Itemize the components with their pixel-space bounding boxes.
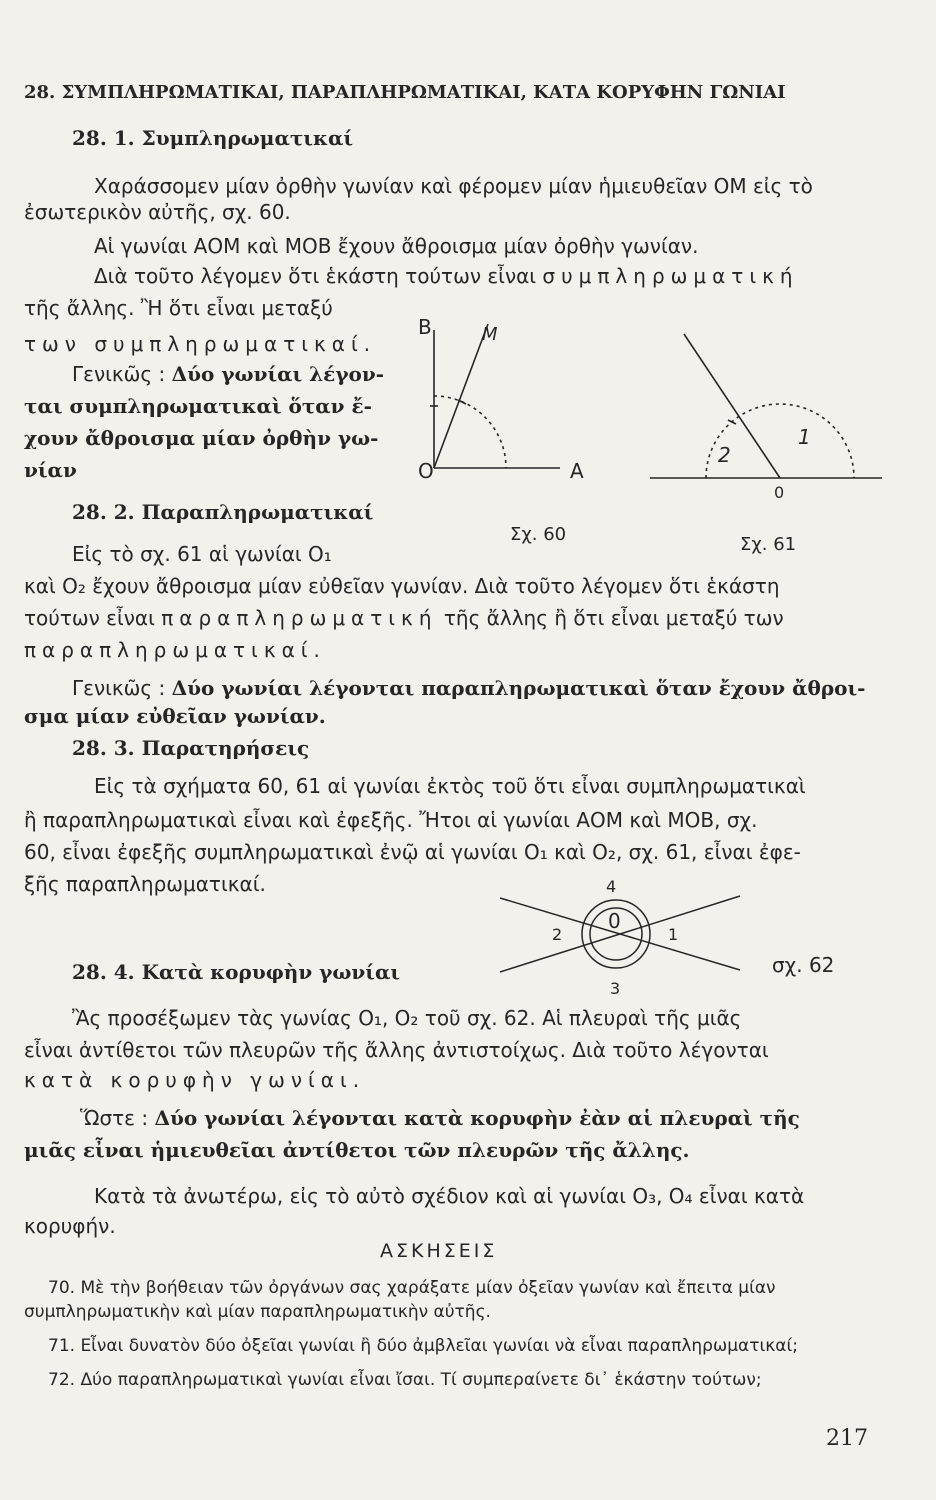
s4-line-5: κορυφήν. xyxy=(24,1214,116,1238)
fig60-arc xyxy=(434,396,506,468)
s3-line-4: ξῆς παραπληρωματικαί. xyxy=(24,872,266,896)
s3-line-3: 60, εἶναι ἐφεξῆς συμπληρωματικαὶ ἐνῷ αἱ γωνίαι Ο₁ καὶ Ο₂, σχ. 61, εἶναι ἐφε- xyxy=(24,840,801,864)
heading-28-3: 28. 3. Παρατηρήσεις xyxy=(72,736,310,760)
s1-general-2: ται συμπληρωματικαὶ ὅταν ἔ- xyxy=(24,394,372,418)
s3-line-2: ἢ παραπληρωματικαὶ εἶναι καὶ ἐφεξῆς. Ἤτοι αἱ γωνίαι ΑΟΜ καὶ ΜΟΒ, σχ. xyxy=(24,808,758,832)
s1-line-4-text: Διὰ τοῦτο λέγομεν ὅτι ἑκάστη τούτων εἶναι xyxy=(94,264,543,288)
term-supplementary: παραπληρωματική xyxy=(161,606,438,630)
s4-hence-1: Δύο γωνίαι λέγονται κατὰ κορυφὴν ἐὰν αἱ πλευραὶ τῆς xyxy=(154,1106,800,1130)
s1-line-2: ἐσωτερικὸν αὐτῆς, σχ. 60. xyxy=(24,200,291,224)
s2-general xyxy=(72,674,865,702)
s2-line-2: καὶ Ο₂ ἔχουν ἄθροισμα μίαν εὐθεῖαν γωνίαν. Διὰ τοῦτο λέγομεν ὅτι ἑκάστη xyxy=(24,574,780,598)
s2-line-1: Εἰς τὸ σχ. 61 αἱ γωνίαι Ο₁ xyxy=(72,542,332,566)
s4-line-2: εἶναι ἀντίθετοι τῶν πλευρῶν τῆς ἄλλης ἀντιστοίχως. Διὰ τοῦτο λέγονται xyxy=(24,1038,769,1062)
hence-label: Ὥστε : xyxy=(80,1106,149,1130)
s2-line-3-text: τούτων εἶναι xyxy=(24,606,162,630)
s3-line-1: Εἰς τὰ σχήματα 60, 61 αἱ γωνίαι ἐκτὸς τοῦ ὅτι εἶναι συμπληρωματικαὶ xyxy=(94,774,806,798)
general-label-2: Γενικῶς : xyxy=(72,676,166,700)
fig62-label-o: 0 xyxy=(608,909,621,933)
fig61-caption: Σχ. 61 xyxy=(740,534,797,555)
fig61-tick xyxy=(728,420,736,424)
fig60-label-a: A xyxy=(570,459,584,483)
figure-62 xyxy=(490,870,850,1000)
term-complementary: συμπληρωματική xyxy=(542,264,799,288)
s1-line-3: Αἱ γωνίαι ΑΟΜ καὶ ΜΟΒ ἔχουν ἄθροισμα μίαν ὀρθὴν γωνίαν. xyxy=(94,234,699,258)
s2-line-4: παραπληρωματικαί. xyxy=(24,638,326,662)
s2-line-3-rest: τῆς ἄλλης ἢ ὅτι εἶναι μεταξύ των xyxy=(437,606,784,630)
s1-line-1: Χαράσσομεν μίαν ὀρθὴν γωνίαν καὶ φέρομεν μίαν ἡμιευθεῖαν ΟΜ εἰς τὸ xyxy=(94,174,813,198)
s4-line-3: κατὰ κορυφὴν γωνίαι. xyxy=(24,1068,366,1092)
fig62-label-1: 1 xyxy=(668,925,679,944)
figure-60 xyxy=(410,310,610,550)
s4-line-1: Ἂς προσέξωμεν τὰς γωνίας Ο₁, Ο₂ τοῦ σχ. 62. Αἱ πλευραὶ τῆς μιᾶς xyxy=(72,1006,742,1030)
s1-line-5: τῆς ἄλλης. Ἢ ὅτι εἶναι μεταξύ xyxy=(24,296,333,320)
fig61-label-2: 2 xyxy=(718,443,731,467)
general-label: Γενικῶς : xyxy=(72,362,166,386)
fig61-label-1: 1 xyxy=(798,425,811,449)
s4-line-4: Κατὰ τὰ ἀνωτέρω, εἰς τὸ αὐτὸ σχέδιον καὶ αἱ γωνίαι Ο₃, Ο₄ εἶναι κατὰ xyxy=(94,1184,805,1208)
exercise-70-line-1: 70. Μὲ τὴν βοήθειαν τῶν ὀργάνων σας χαράξατε μίαν ὀξεῖαν γωνίαν καὶ ἔπειτα μίαν xyxy=(48,1278,776,1298)
s1-general-1: Δύο γωνίαι λέγον- xyxy=(171,362,385,386)
s1-general-3: χουν ἄθροισμα μίαν ὀρθὴν γω- xyxy=(24,426,379,450)
s2-general-2: σμα μίαν εὐθεῖαν γωνίαν. xyxy=(24,704,326,728)
heading-28-4: 28. 4. Κατὰ κορυφὴν γωνίαι xyxy=(72,960,401,984)
exercises-heading: ΑΣΚΗΣΕΙΣ xyxy=(380,1240,498,1262)
fig60-label-m: M xyxy=(482,324,498,345)
s1-line-4 xyxy=(94,262,799,290)
fig60-label-b: B xyxy=(418,315,432,339)
s1-general xyxy=(72,360,384,388)
fig62-line-2 xyxy=(500,896,740,972)
fig61-label-o: 0 xyxy=(774,483,785,502)
fig60-caption: Σχ. 60 xyxy=(510,524,567,545)
section-title: 28. ΣΥΜΠΛΗΡΩΜΑΤΙΚΑΙ, ΠΑΡΑΠΛΗΡΩΜΑΤΙΚΑΙ, ΚΑΤΑ ΚΟΡΥΦΗΝ ΓΩΝΙΑΙ xyxy=(24,82,786,103)
exercise-70-line-2: συμπληρωματικὴν καὶ μίαν παραπληρωματικὴν αὐτῆς. xyxy=(24,1302,491,1322)
s4-hence xyxy=(80,1104,800,1132)
figure-61 xyxy=(640,320,900,560)
s1-line-6: των συμπληρωματικαί. xyxy=(24,332,377,356)
heading-28-2: 28. 2. Παραπληρωματικαί xyxy=(72,500,374,524)
fig62-caption: σχ. 62 xyxy=(772,953,835,977)
fig62-label-3: 3 xyxy=(610,979,621,998)
fig60-label-o: O xyxy=(418,459,434,483)
fig62-label-4: 4 xyxy=(606,877,617,896)
fig62-label-2: 2 xyxy=(552,925,563,944)
fig61-ray xyxy=(684,334,780,478)
exercise-71: 71. Εἶναι δυνατὸν δύο ὀξεῖαι γωνίαι ἢ δύο ἀμβλεῖαι γωνίαι νὰ εἶναι παραπληρωματικαί; xyxy=(48,1336,798,1356)
heading-28-1: 28. 1. Συμπληρωματικαί xyxy=(72,126,354,150)
page-number: 217 xyxy=(826,1426,868,1451)
s1-general-4: νίαν xyxy=(24,458,77,482)
exercise-72: 72. Δύο παραπληρωματικαὶ γωνίαι εἶναι ἴσαι. Τί συμπεραίνετε δι᾽ ἑκάστην τούτων; xyxy=(48,1370,762,1390)
s2-general-1: Δύο γωνίαι λέγονται παραπληρωματικαὶ ὅταν ἔχουν ἄθροι- xyxy=(171,676,866,700)
s4-hence-2: μιᾶς εἶναι ἡμιευθεῖαι ἀντίθετοι τῶν πλευρῶν τῆς ἄλλης. xyxy=(24,1138,690,1162)
s2-line-3 xyxy=(24,604,784,632)
